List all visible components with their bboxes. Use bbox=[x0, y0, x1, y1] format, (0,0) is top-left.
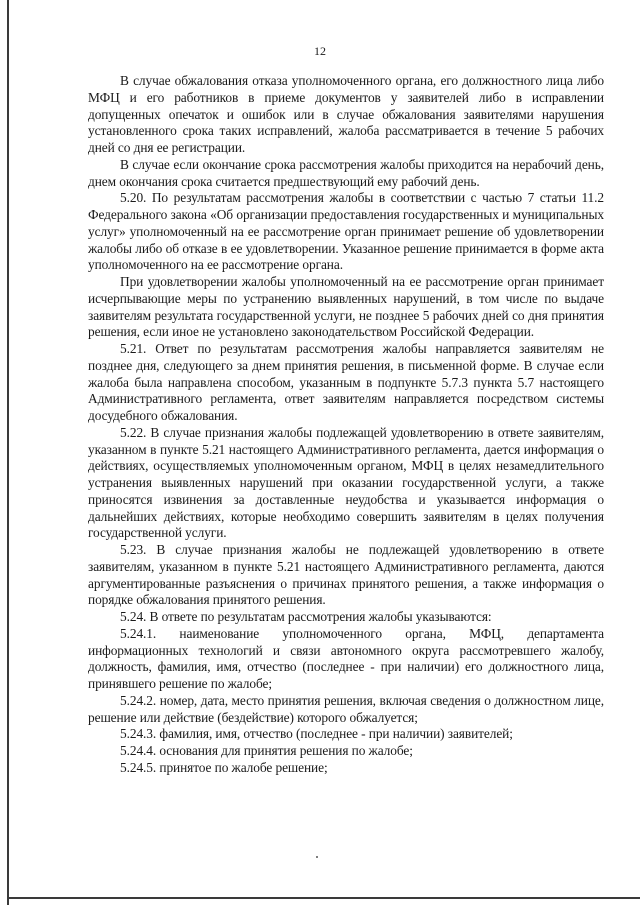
paragraph: 5.24. В ответе по результатам рассмотрения жалобы указываются: bbox=[120, 609, 492, 624]
paragraph: 5.24.3. фамилия, имя, отчество (последнее - при наличии) заявителей; bbox=[120, 726, 513, 742]
paragraph: 5.24.2. номер, дата, место принятия решения, включая сведения о должностном лице, решение или действие (бездействие) которого обжалуется; bbox=[88, 692, 604, 725]
paragraph: 5.24.5. принятое по жалобе решение; bbox=[120, 759, 328, 775]
scan-speck bbox=[316, 856, 318, 858]
paragraph: 5.21. Ответ по результатам рассмотрения жалобы направляется заявителям не позднее дня, следующего за днем принятия решения, в письменной форме. В случае если жалоба была направлена способом, указанным в подпункте 5.7.3 пункта 5.7 настоящего Административного регламента, ответ заявителям направляется посредством системы досудебного обжалования. bbox=[88, 341, 604, 423]
paragraph: 5.24.1. наименование уполномоченного органа, МФЦ, департамента информационных технологий и связи автономного округа рассмотревшего жалобу, должность, фамилия, имя, отчество (последнее - при наличии) его должностного лица, принявшего решение по жалобе; bbox=[88, 625, 604, 691]
scan-border-bottom bbox=[7, 897, 640, 899]
paragraph: В случае если окончание срока рассмотрения жалобы приходится на нерабочий день, днем окончания срока считается предшествующий ему рабочий день. bbox=[88, 156, 604, 189]
paragraph: При удовлетворении жалобы уполномоченный на ее рассмотрение орган принимает исчерпывающие меры по устранению выявленных нарушений, в том числе по выдаче заявителям результата государственной услуги, не позднее 5 рабочих дней со дня принятия решения, если иное не установлено законодательством Российской Федерации. bbox=[88, 274, 604, 340]
paragraph: 5.20. По результатам рассмотрения жалобы в соответствии с частью 7 статьи 11.2 Федерального закона «Об организации предоставления государственных и муниципальных услуг» уполномоченный на ее рассмотрение орган принимает решение об удовлетворении жалобы либо об отказе в ее удовлетворении. Указанное решение принимается в форме акта уполномоченного на ее рассмотрение органа. bbox=[88, 190, 604, 273]
document-body bbox=[88, 73, 604, 777]
scan-border-left bbox=[7, 0, 9, 905]
paragraph: 5.22. В случае признания жалобы подлежащей удовлетворению в ответе заявителям, указанном в пункте 5.21 настоящего Административного регламента, дается информация о действиях, осуществляемых уполномоченным органом, МФЦ в целях незамедлительного устранения выявленных нарушений при оказании государственной услуги, а также приносятся извинения за доставленные неудобства и указывается информация о дальнейших действиях, которые необходимо совершить заявителям в целях получения государственной услуги. bbox=[88, 424, 604, 541]
paragraph: В случае обжалования отказа уполномоченного органа, его должностного лица либо МФЦ и его работников в приеме документов у заявителей либо в исправлении допущенных опечаток и ошибок или в случае обжалования заявителями нарушения установленного срока таких исправлений, жалоба рассматривается в течение 5 рабочих дней со дня ее регистрации. bbox=[88, 73, 604, 155]
paragraph: 5.24.4. основания для принятия решения по жалобе; bbox=[120, 743, 413, 758]
paragraph: 5.23. В случае признания жалобы не подлежащей удовлетворению в ответе заявителям, указанном в пункте 5.21 настоящего Административного регламента, даются аргументированные разъяснения о причинах принятого решения, а также информация о порядке обжалования принятого решения. bbox=[88, 542, 604, 608]
page-number: 12 bbox=[314, 44, 326, 58]
